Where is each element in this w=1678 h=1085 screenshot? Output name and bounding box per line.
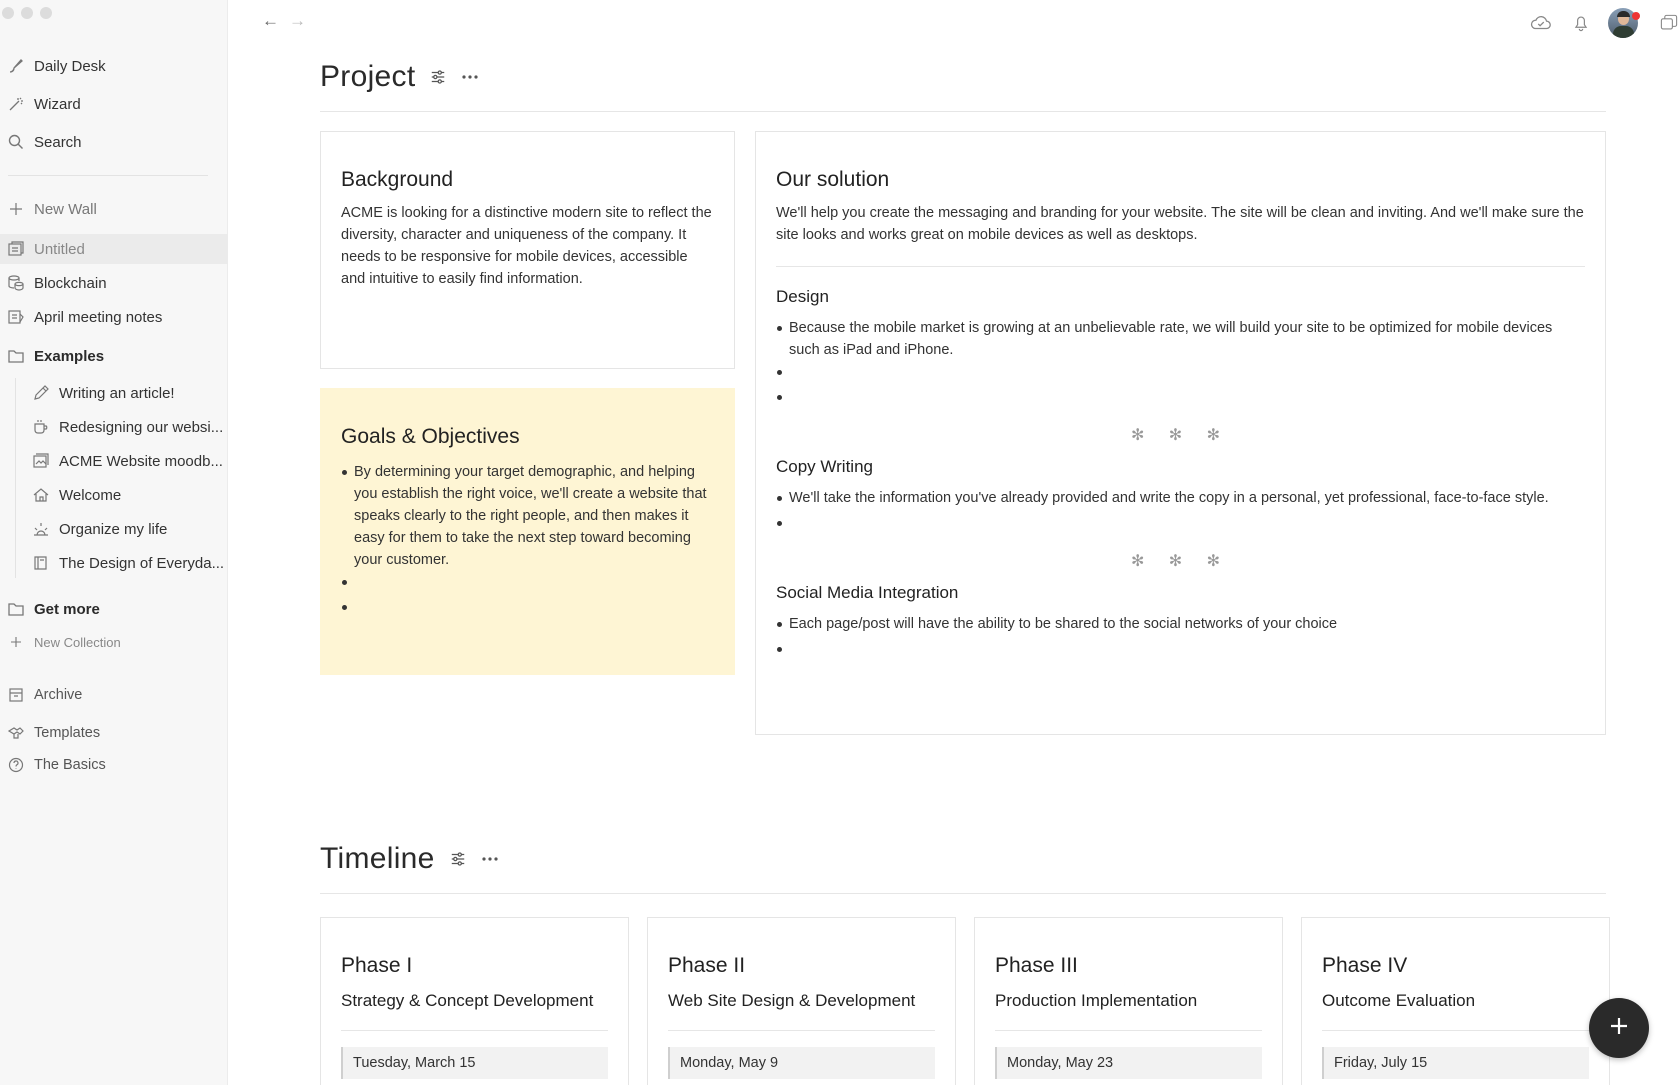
user-menu[interactable] [1608,6,1642,40]
help-icon [6,755,26,775]
house-icon [31,485,51,505]
phase-card[interactable] [974,917,1283,1085]
sidebar-divider [8,175,208,176]
sidebar-item-label: Writing an article! [59,384,175,402]
search-icon [6,132,26,152]
list-item-empty[interactable] [776,512,1585,537]
forward-arrow-icon[interactable]: → [289,11,306,30]
social-list [776,613,1585,663]
phase-subtitle: Web Site Design & Development [668,991,916,1010]
sidebar-item-label: Untitled [34,240,85,258]
moodboard-icon [31,451,51,471]
top-toolbar [1528,6,1678,40]
phase-title: Phase IV [1322,954,1408,977]
sidebar-item-label: Organize my life [59,520,168,538]
cloud-sync-icon[interactable] [1528,10,1554,36]
card-body: ACME is looking for a distinctive modern site to reflect the diversity, character and uniqueness of the company. It needs to be responsive for mobile devices, accessible and intuitive to easily find information. [341,205,712,287]
card-title: Background [341,168,454,191]
sidebar-item-templates[interactable] [0,718,228,748]
zoom-window-button[interactable] [40,7,52,19]
notification-dot [1632,12,1640,20]
notes-icon [6,307,26,327]
book-icon [31,553,51,573]
sidebar-item-blockchain[interactable] [0,268,228,298]
list-item[interactable]: Each page/post will have the ability to be shared to the social networks of your choice [776,613,1585,638]
list-item-empty[interactable] [776,386,1585,411]
sidebar-item-label: April meeting notes [34,308,163,326]
sidebar-item-welcome[interactable] [0,480,228,510]
card-title: Our solution [776,168,890,191]
divider [776,266,1585,267]
sidebar-item-label: The Design of Everyda... [59,554,225,572]
background-card[interactable] [320,131,735,369]
sidebar-item-label: The Basics [34,757,106,773]
new-wall-label: New Wall [34,200,97,218]
section-title: Timeline [320,842,435,875]
list-item-empty[interactable] [776,638,1585,663]
sidebar-item-label: Redesigning our websi... [59,418,224,436]
timeline-section-header [320,842,499,876]
section-divider [320,893,1606,894]
section-title: Project [320,60,416,93]
sidebar-item-wizard[interactable] [0,89,228,119]
plus-icon [1607,1014,1631,1043]
sliders-icon[interactable] [449,850,467,868]
sidebar-item-label: Blockchain [34,274,107,292]
plus-icon [6,632,26,652]
phase-card[interactable] [647,917,956,1085]
coins-icon [6,273,26,293]
subheading-social-media: Social Media Integration [776,583,959,602]
divider [668,1030,935,1031]
sidebar-item-untitled[interactable] [0,234,228,264]
new-collection-label: New Collection [34,634,121,650]
window-controls [2,7,52,19]
star-divider: ✻ ✻ ✻ [1130,427,1231,444]
subheading-copy-writing: Copy Writing [776,457,873,476]
list-item[interactable]: Because the mobile market is growing at an unbelievable rate, we will build your site to be optimized for mobile devices such as iPad and iPhone. [776,317,1585,361]
sidebar-item-label: Templates [34,725,101,741]
phase-title: Phase III [995,954,1078,977]
sidebar-item-redesigning-our-website[interactable] [0,412,228,442]
sidebar-item-search[interactable] [0,127,228,157]
sidebar-item-label: Wizard [34,95,81,113]
sidebar-collection-label: Examples [34,347,105,365]
back-arrow-icon[interactable]: ← [262,11,279,30]
more-options-icon[interactable] [481,850,499,868]
mug-icon [31,417,51,437]
list-item-empty[interactable] [341,571,714,596]
wall-icon [6,239,26,259]
sidebar-item-writing-an-article[interactable] [0,378,228,408]
star-divider: ✻ ✻ ✻ [1130,553,1231,570]
design-list [776,317,1585,411]
close-window-button[interactable] [2,7,14,19]
divider [341,1030,608,1031]
divider [1322,1030,1589,1031]
sidebar-collection-get-more[interactable] [0,594,228,624]
phase-subtitle: Strategy & Concept Development [341,991,594,1010]
card-body: We'll help you create the messaging and branding for your website. The site will be clean and inviting. And we'll make sure the site looks and works great on mobile devices as well as desktops. [776,205,1584,243]
more-options-icon[interactable] [461,68,479,86]
new-wall-button[interactable] [0,194,228,224]
goals-list [341,461,714,621]
sidebar-item-daily-desk[interactable] [0,51,228,81]
divider [995,1030,1262,1031]
phase-subtitle: Production Implementation [995,991,1198,1010]
archive-icon [6,685,26,705]
sidebar-item-label: ACME Website moodb... [59,452,223,470]
phase-date[interactable]: Friday, July 15 [1322,1047,1589,1079]
sidebar-item-label: Search [34,133,82,151]
copy-list [776,487,1585,537]
folder-icon [6,599,26,619]
list-item[interactable]: By determining your target demographic, and helping you establish the right voice, we'll create a website that speaks clearly to the right people, and then makes it easy for them to take the next step toward becoming your customer. [341,461,714,571]
phase-date[interactable]: Monday, May 9 [668,1047,935,1079]
sidebar-item-archive[interactable] [0,680,228,710]
sun-icon [31,519,51,539]
add-button[interactable] [1589,998,1649,1058]
plus-icon [6,199,26,219]
sidebar-item-acme-website-moodboard[interactable] [0,446,228,476]
windows-icon[interactable] [1656,10,1678,36]
history-nav [262,11,306,31]
phase-date[interactable]: Tuesday, March 15 [341,1047,608,1079]
sidebar-item-organize-my-life[interactable] [0,514,228,544]
sidebar [0,0,228,1085]
folder-icon [6,346,26,366]
sidebar-collection-label: Get more [34,600,100,618]
phase-card[interactable] [320,917,629,1085]
phase-date[interactable]: Monday, May 23 [995,1047,1262,1079]
solution-card[interactable] [755,131,1606,735]
pen-icon [31,383,51,403]
list-item-empty[interactable] [341,596,714,621]
brush-icon [6,56,26,76]
phase-title: Phase II [668,954,746,977]
subheading-design: Design [776,287,829,306]
sidebar-item-label: Welcome [59,486,122,504]
new-collection-button[interactable] [0,627,228,657]
phase-title: Phase I [341,954,413,977]
sidebar-item-design-of-everyday-things[interactable] [0,548,228,578]
templates-icon [6,723,26,743]
sidebar-collection-examples[interactable] [0,341,228,371]
sidebar-item-label: Daily Desk [34,57,106,75]
phase-card[interactable] [1301,917,1610,1085]
minimize-window-button[interactable] [21,7,33,19]
sliders-icon[interactable] [429,68,447,86]
card-title: Goals & Objectives [341,425,520,448]
goals-card[interactable] [320,388,735,675]
sidebar-item-label: Archive [34,687,83,703]
bell-icon[interactable] [1568,10,1594,36]
phase-subtitle: Outcome Evaluation [1322,991,1476,1010]
project-section-header [320,60,479,94]
list-item[interactable]: We'll take the information you've already provided and write the copy in a personal, yet professional, face-to-face style. [776,487,1585,512]
sidebar-item-the-basics[interactable] [0,750,228,780]
magic-wand-icon [6,94,26,114]
sidebar-item-april-meeting-notes[interactable] [0,302,228,332]
section-divider [320,111,1606,112]
list-item-empty[interactable] [776,361,1585,386]
